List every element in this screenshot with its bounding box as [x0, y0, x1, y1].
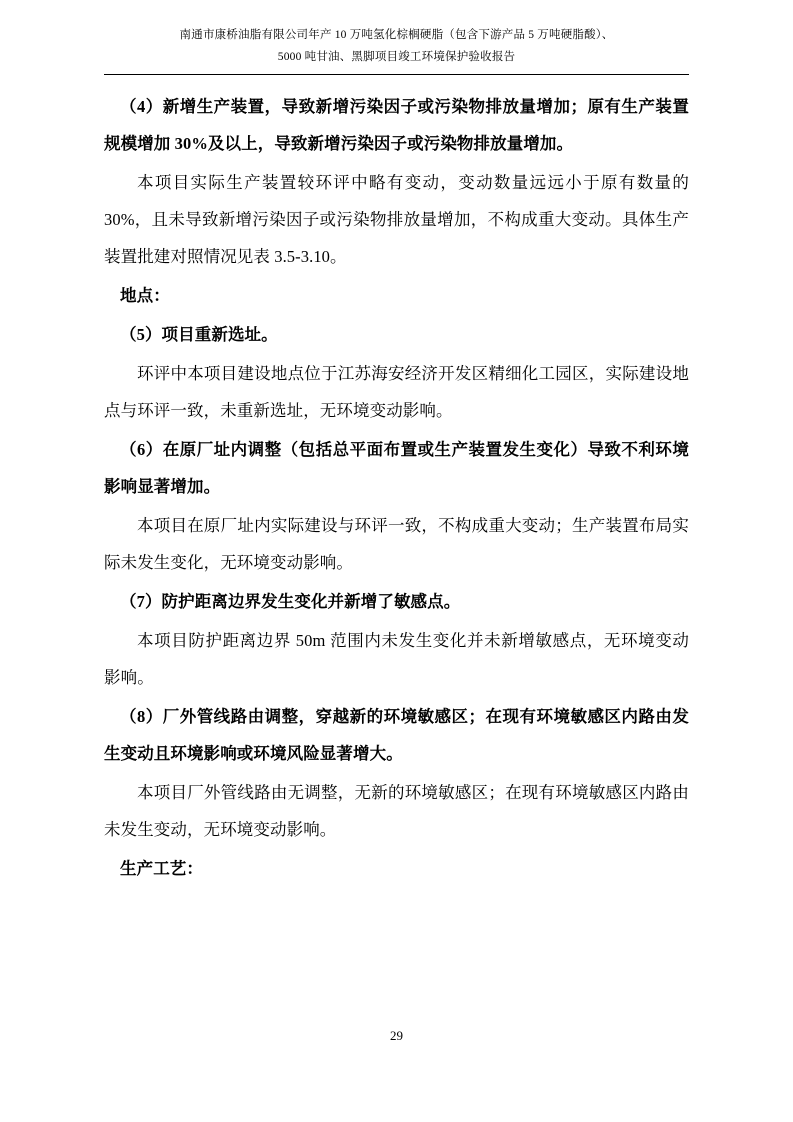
paragraph-body-7: 本项目防护距离边界 50m 范围内未发生变化并未新增敏感点，无环境变动影响。 [104, 631, 689, 687]
header-divider [104, 74, 689, 75]
paragraph-body-8: 本项目厂外管线路由无调整，无新的环境敏感区；在现有环境敏感区内路由未发生变动，无环境变动影响。 [104, 783, 689, 839]
page-number: 29 [390, 1028, 403, 1043]
paragraph-heading-location: 地点： [120, 286, 170, 305]
header-line-1: 南通市康桥油脂有限公司年产 10 万吨氢化棕榈硬脂（包含下游产品 5 万吨硬脂酸）、 [179, 29, 614, 41]
paragraph-heading-8: （8）厂外管线路由调整，穿越新的环境敏感区；在现有环境敏感区内路由发生变动且环境影响或环境风险显著增大。 [104, 707, 689, 763]
paragraph-heading-6: （6）在原厂址内调整（包括总平面布置或生产装置发生变化）导致不利环境影响显著增加。 [104, 440, 689, 496]
page-header [104, 24, 689, 68]
paragraph-heading-process: 生产工艺： [120, 859, 203, 878]
paragraph-heading-4: （4）新增生产装置，导致新增污染因子或污染物排放量增加；原有生产装置规模增加 30%及以上，导致新增污染因子或污染物排放量增加。 [104, 97, 689, 153]
paragraph-heading-5: （5）项目重新选址。 [120, 325, 278, 344]
paragraph-body-6: 本项目在原厂址内实际建设与环评一致，不构成重大变动；生产装置布局实际未发生变化，无环境变动影响。 [104, 516, 689, 572]
header-line-2: 5000 吨甘油、黑脚项目竣工环境保护验收报告 [277, 51, 516, 63]
paragraph-heading-7: （7）防护距离边界发生变化并新增了敏感点。 [120, 592, 461, 611]
paragraph-body-5: 环评中本项目建设地点位于江苏海安经济开发区精细化工园区，实际建设地点与环评一致，未重新选址，无环境变动影响。 [104, 364, 689, 420]
paragraph-body-4: 本项目实际生产装置较环评中略有变动，变动数量远远小于原有数量的 30%，且未导致新增污染因子或污染物排放量增加，不构成重大变动。具体生产装置批建对照情况见表 3.5-3.10。 [104, 173, 689, 266]
document-body [104, 88, 689, 889]
page-footer [0, 1028, 793, 1044]
